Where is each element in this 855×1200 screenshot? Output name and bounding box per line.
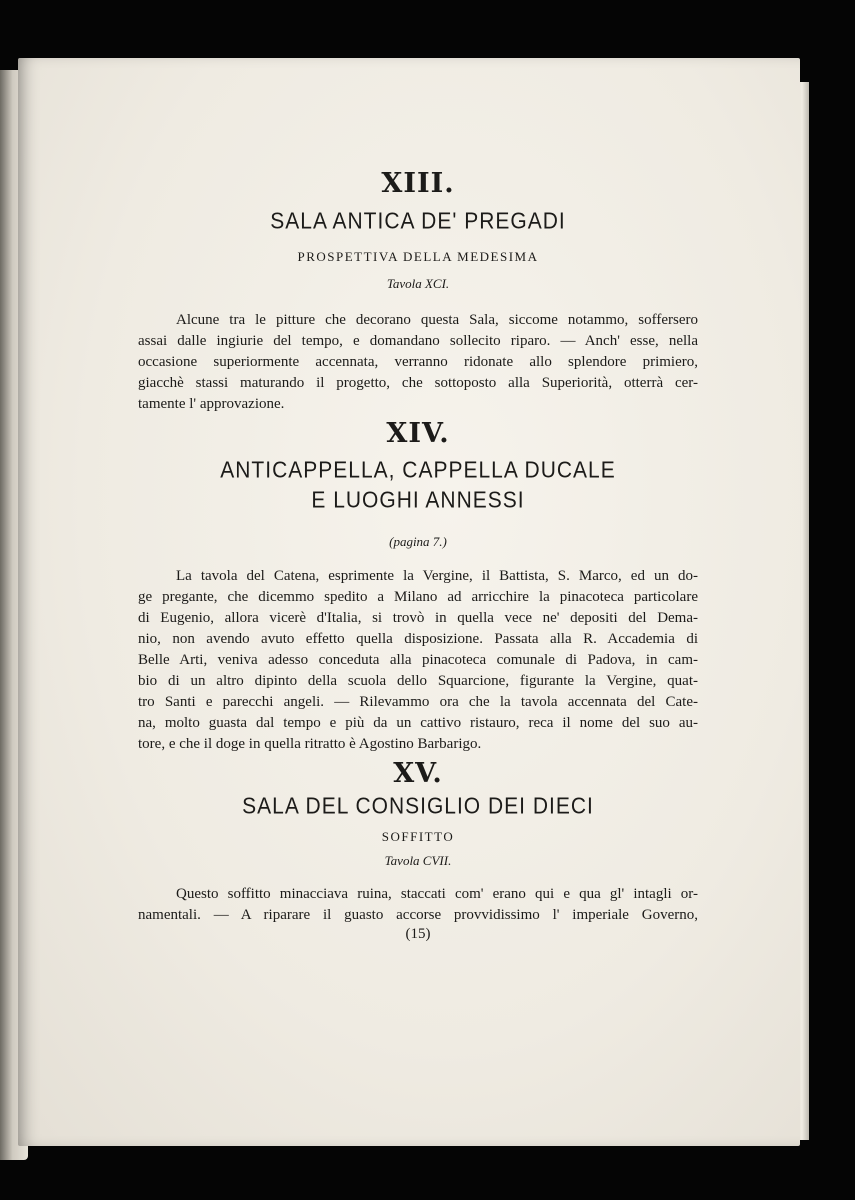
page-number: (15) [405,926,431,942]
paragraph-consiglio-dieci [138,884,698,926]
section-numeral-xiii: XIII. [381,168,455,199]
plate-reference-xci: Tavola XCI. [386,276,450,291]
section-title-anticappella-line2: E LUOGHI ANNESSI [311,487,525,514]
plate-reference-cvii: Tavola CVII. [384,853,452,868]
section-subtitle-prospettiva: PROSPETTIVA DELLA MEDESIMA [297,249,539,264]
section-title-anticappella-line1: ANTICAPPELLA, CAPPELLA DUCALE [220,457,616,484]
text-line: occasione superiormente accennata, verranno ridonate allo splendore primiero, [138,354,698,370]
text-line: assai dalle ingiurie del tempo, e domandano sollecito riparo. — Anch' esse, nella [138,333,698,349]
text-line: tore, e che il doge in quella ritratto è Agostino Barbarigo. [138,736,482,752]
text-line: namentali. — A riparare il guasto accorse provvidissimo l' imperiale Governo, [138,907,698,923]
text-line: ge pregante, che dicemmo spedito a Milano ad arricchire la pinacoteca particolare [138,589,698,605]
text-line: Questo soffitto minacciava ruina, staccati com' erano qui e qua gl' intagli or- [176,886,698,902]
text-line: nio, non avendo avuto effetto quella disposizione. Passata alla R. Accademia di [138,631,698,647]
book-page [18,58,800,1146]
text-line: giacchè stassi maturando il progetto, che sottoposto alla Superiorità, otterrà cer- [138,375,698,391]
text-line: tro Santi e parecchi angeli. — Rilevammo ora che la tavola accennata del Cate- [138,694,698,710]
text-line: Belle Arti, veniva adesso conceduta alla pinacoteca comunale di Padova, in cam- [138,652,698,668]
section-title-sala-antica: SALA ANTICA DE' PREGADI [270,208,566,235]
text-line: tamente l' approvazione. [138,396,285,412]
paragraph-anticappella [138,566,698,755]
text-line: di Eugenio, allora vicerè d'Italia, si trovò in quella vece ne' depositi del Dema- [138,610,698,626]
section-title-consiglio-dieci: SALA DEL CONSIGLIO DEI DIECI [242,793,594,820]
section-subtitle-soffitto: SOFFITTO [381,829,455,844]
text-line: La tavola del Catena, esprimente la Vergine, il Battista, S. Marco, ed un do- [176,568,698,584]
text-line: Alcune tra le pitture che decorano questa Sala, siccome notammo, soffersero [176,312,698,328]
section-numeral-xv: XV. [393,758,443,789]
paragraph-sala-antica [138,310,698,415]
text-line: bio di un altro dipinto della scuola dello Squarcione, figurante la Vergine, quat- [138,673,698,689]
section-numeral-xiv: XIV. [386,418,450,449]
text-line: na, molto guasta dal tempo e più da un cattivo ristauro, reca il nome del suo au- [138,715,698,731]
page-reference: (pagina 7.) [389,534,447,549]
